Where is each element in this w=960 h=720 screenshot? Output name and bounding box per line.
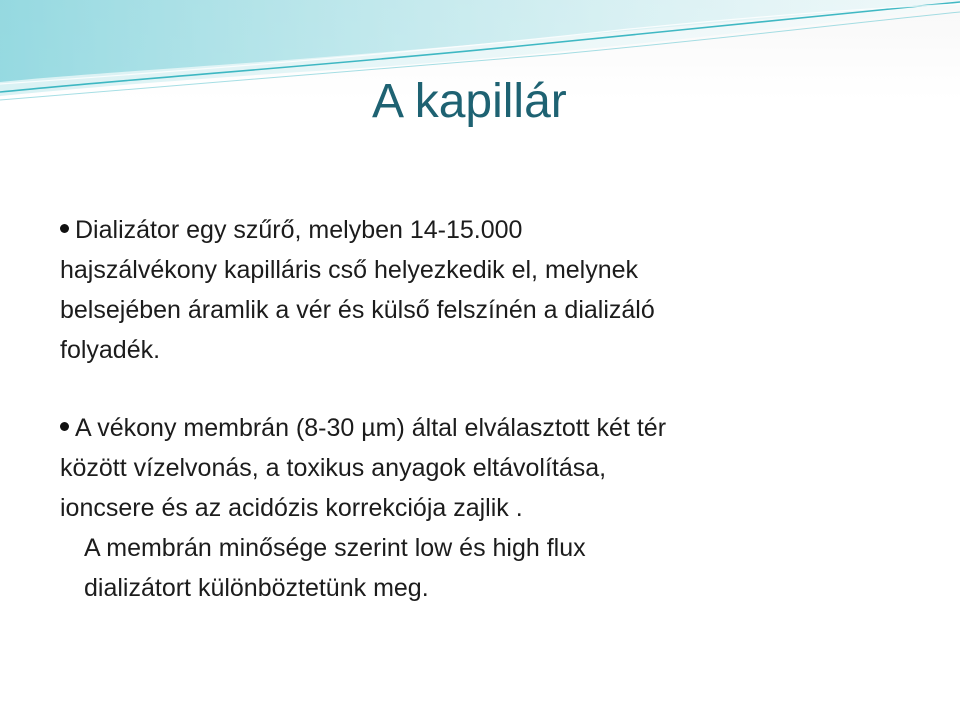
- bullet-line: A membrán minősége szerint low és high flux: [84, 534, 586, 562]
- bullet-line: között vízelvonás, a toxikus anyagok eltávolítása,: [60, 454, 607, 482]
- bullet-dot-icon: [60, 224, 69, 233]
- bullet-paragraph-1: [60, 210, 655, 370]
- bullet-dot-icon: [60, 422, 69, 431]
- bullet-line: folyadék.: [60, 336, 161, 364]
- bullet-text: A vékony membrán (8-30 µm) által elválasztott két tér: [75, 414, 667, 442]
- bullet-line: hajszálvékony kapilláris cső helyezkedik el, melynek: [60, 256, 639, 284]
- bullet-line: [60, 408, 666, 448]
- bullet-paragraph-2: [60, 408, 666, 608]
- bullet-line: ioncsere és az acidózis korrekciója zajlik .: [60, 494, 523, 522]
- bullet-line: dializátort különböztetünk meg.: [84, 574, 429, 602]
- slide-title: A kapillár: [372, 75, 567, 128]
- bullet-line: [60, 210, 655, 250]
- bullet-line: belsejében áramlik a vér és külső felszínén a dializáló: [60, 296, 655, 324]
- bullet-text: Dializátor egy szűrő, melyben 14-15.000: [75, 216, 523, 244]
